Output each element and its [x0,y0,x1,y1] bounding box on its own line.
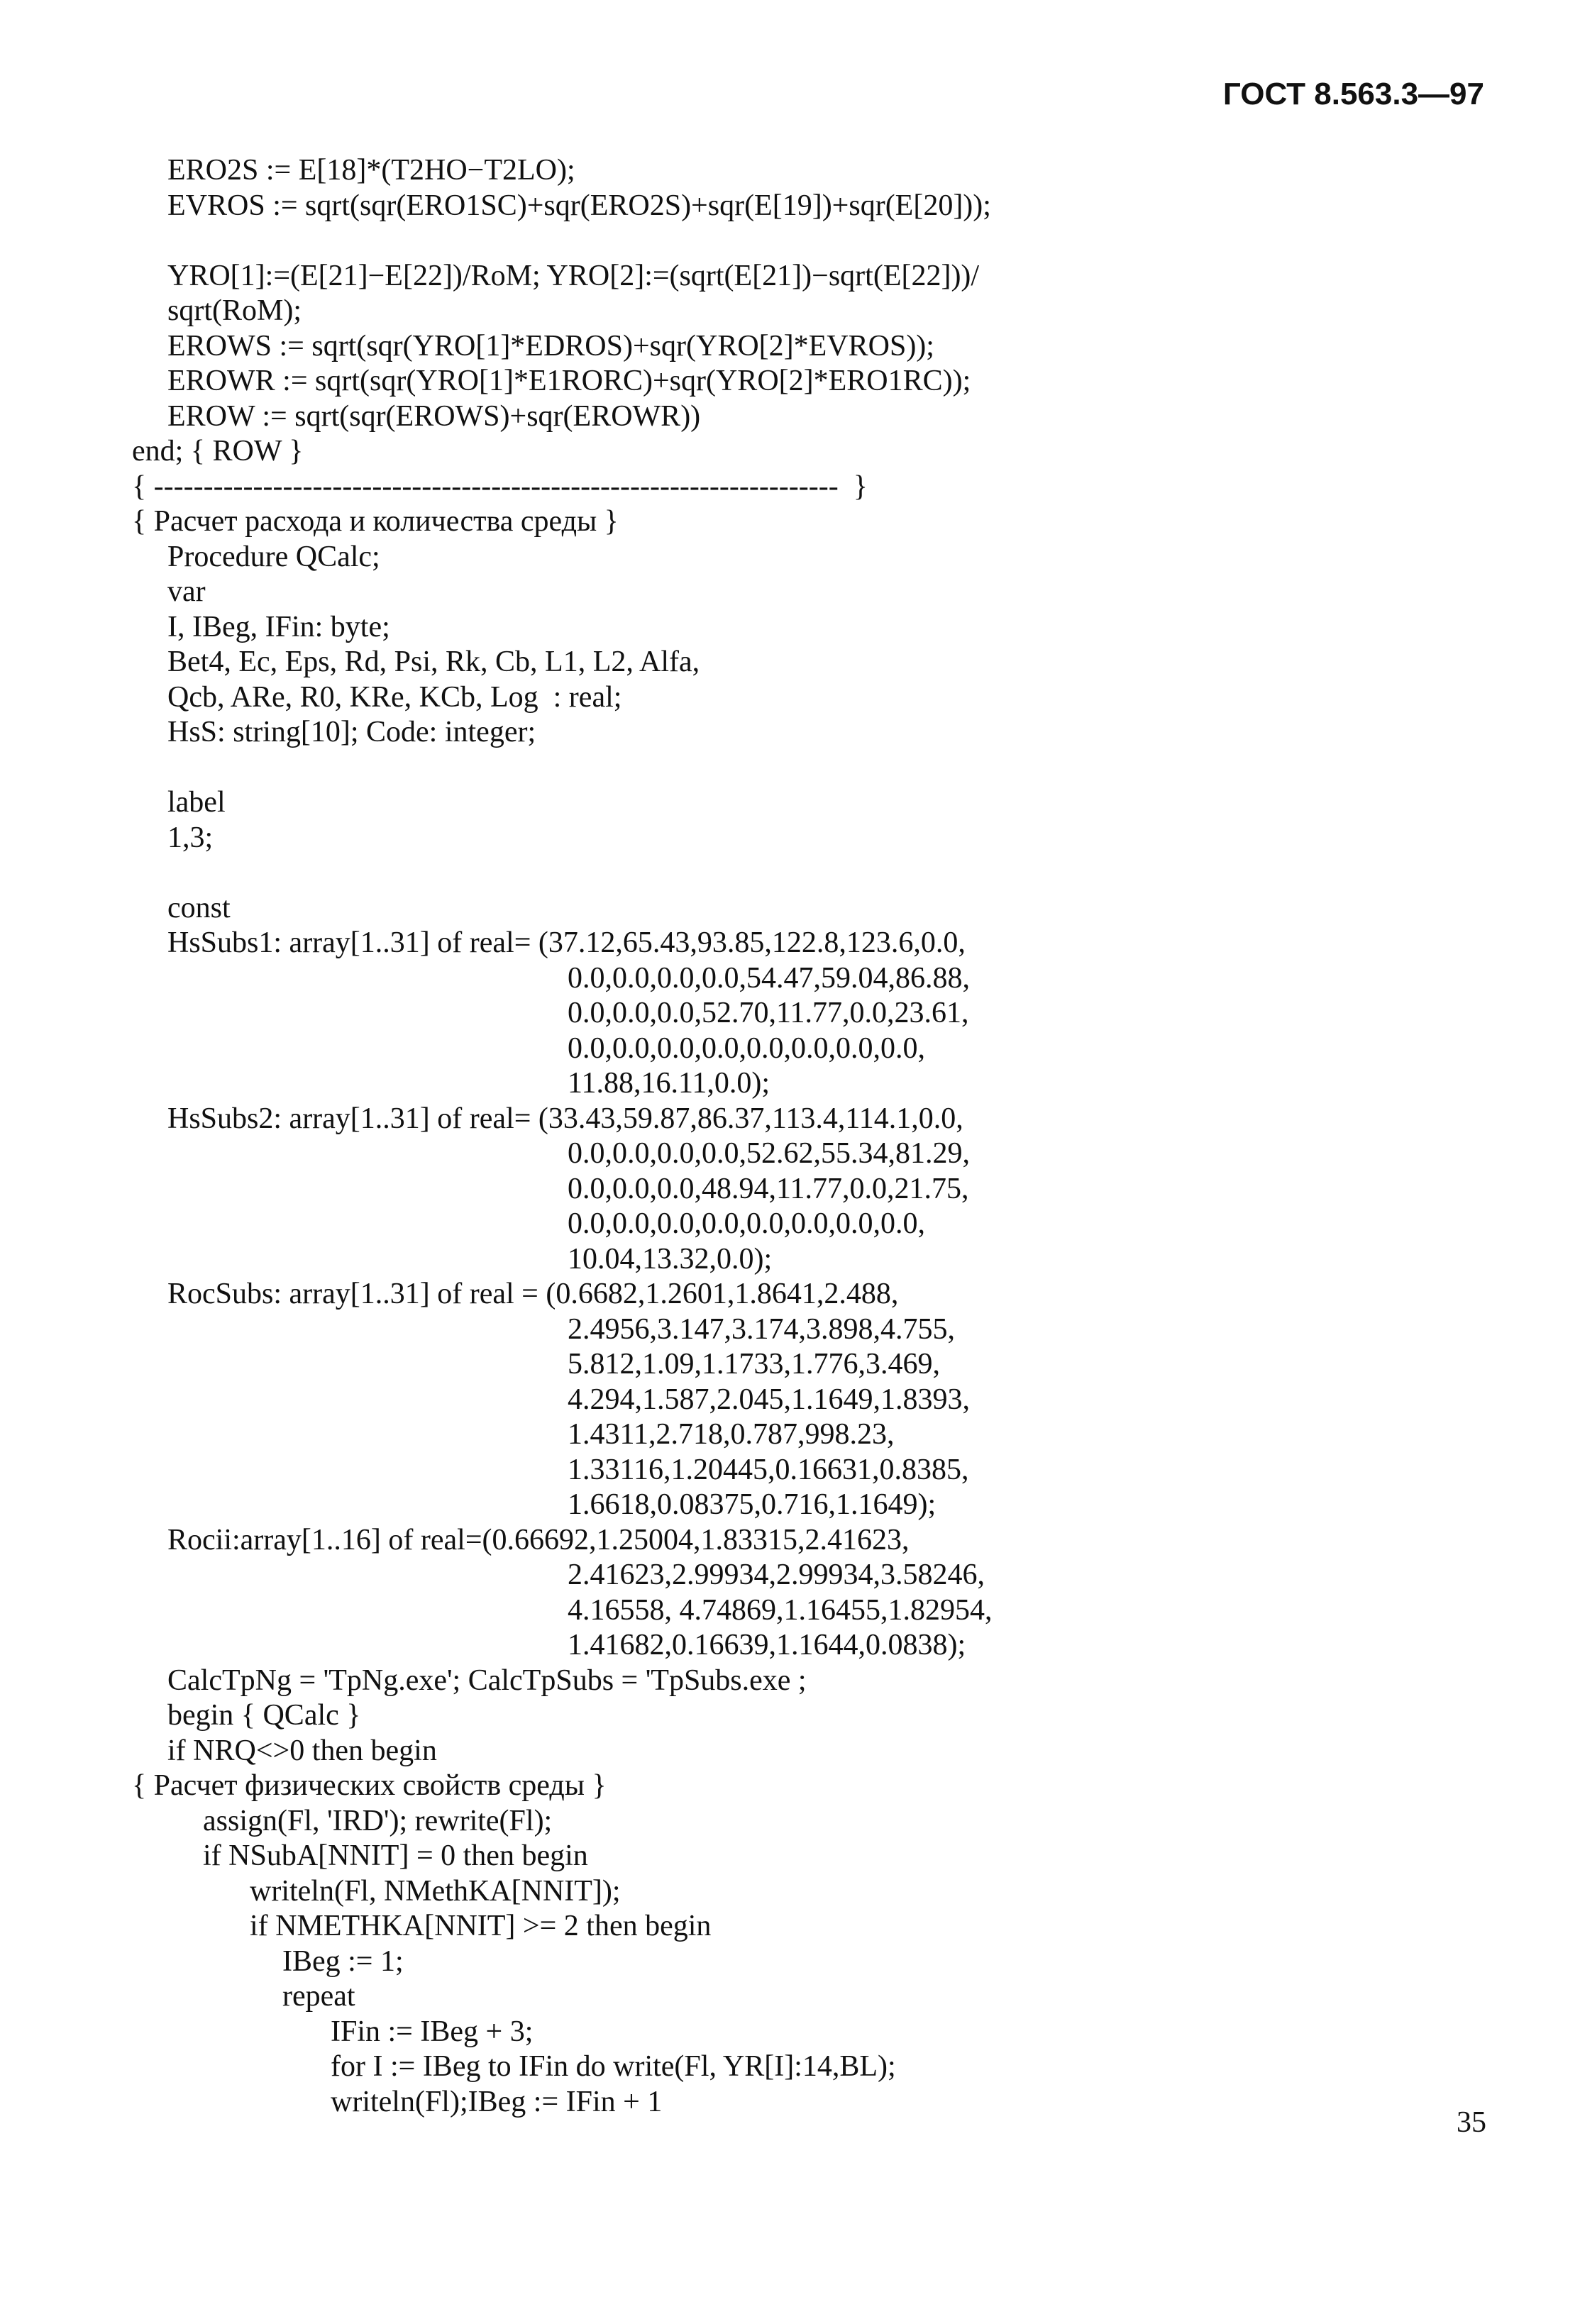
code-line: 1.41682,0.16639,1.1644,0.0838); [568,1629,966,1661]
code-line: if NRQ<>0 then begin [167,1734,437,1767]
code-line: 5.812,1.09,1.1733,1.776,3.469, [568,1348,940,1380]
code-line: 1.6618,0.08375,0.716,1.1649); [568,1488,937,1521]
code-line: IFin := IBeg + 3; [331,2015,534,2048]
code-line: begin { QCalc } [167,1699,361,1732]
code-line: ERO2S := E[18]*(T2HO−T2LO); [167,154,575,187]
code-line: HsSubs2: array[1..31] of real= (33.43,59.87,86.37,113.4,114.1,0.0, [167,1102,963,1135]
code-line: 1,3; [167,821,214,854]
code-line: writeln(Fl, NMethKA[NNIT]); [250,1874,621,1908]
code-line: EROWS := sqrt(sqr(YRO[1]*EDROS)+sqr(YRO[2]*EVROS)); [167,329,934,363]
code-line: 10.04,13.32,0.0); [568,1242,773,1276]
code-line: 0.0,0.0,0.0,0.0,0.0,0.0,0.0,0.0, [568,1031,925,1065]
code-line: 0.0,0.0,0.0,0.0,0.0,0.0,0.0,0.0, [568,1207,925,1240]
code-line: EVROS := sqrt(sqr(ERO1SC)+sqr(ERO2S)+sqr(E[19])+sqr(E[20])); [167,189,991,222]
code-line: I, IBeg, IFin: byte; [167,610,390,643]
code-line: HsS: string[10]; Code: integer; [167,716,536,748]
code-line: 0.0,0.0,0.0,48.94,11.77,0.0,21.75, [568,1172,969,1205]
code-line: 1.4311,2.718,0.787,998.23, [568,1418,895,1451]
code-line: const [167,891,231,924]
code-line: label [167,786,226,819]
code-line: { Расчет физических свойств среды } [132,1769,607,1802]
code-line: IBeg := 1; [282,1944,404,1978]
code-line: 11.88,16.11,0.0); [568,1067,770,1100]
standard-header: ГОСТ 8.563.3—97 [1222,77,1484,111]
code-line: HsSubs1: array[1..31] of real= (37.12,65.43,93.85,122.8,123.6,0.0, [167,926,966,959]
blank-line [0,751,1580,786]
code-line: EROWR := sqrt(sqr(YRO[1]*E1RORC)+sqr(YRO[2]*ERO1RC)); [167,365,971,397]
code-line: end; { ROW } [132,435,304,467]
blank-line [0,856,1580,891]
blank-line [0,223,1580,259]
code-line: { --------------------------------------------------------------------- } [132,470,868,503]
code-line: repeat [282,1980,355,2013]
code-line: sqrt(RoM); [167,294,302,327]
pascal-code-listing [0,153,1580,2120]
code-line: Rocii:array[1..16] of real=(0.66692,1.25004,1.83315,2.41623, [167,1523,910,1556]
code-line: Bet4, Ec, Eps, Rd, Psi, Rk, Cb, L1, L2, Alfa, [167,646,700,678]
code-line: 4.16558, 4.74869,1.16455,1.82954, [568,1593,993,1627]
code-line: 0.0,0.0,0.0,52.70,11.77,0.0,23.61, [568,997,969,1029]
code-line: var [167,575,206,608]
page-number: 35 [1457,2106,1486,2139]
code-line: if NMETHKA[NNIT] >= 2 then begin [250,1910,712,1942]
code-line: EROW := sqrt(sqr(EROWS)+sqr(EROWR)) [167,399,701,433]
code-line: 4.294,1.587,2.045,1.1649,1.8393, [568,1383,970,1416]
code-line: Qcb, ARe, R0, KRe, KCb, Log : real; [167,680,622,714]
code-line: 1.33116,1.20445,0.16631,0.8385, [568,1453,969,1486]
code-line: Procedure QCalc; [167,540,380,573]
code-line: for I := IBeg to IFin do write(Fl, YR[I]:14,BL); [331,2050,896,2083]
code-line: 0.0,0.0,0.0,0.0,54.47,59.04,86.88, [568,961,970,995]
code-line: RocSubs: array[1..31] of real = (0.6682,1.2601,1.8641,2.488, [167,1278,899,1310]
code-line: 2.41623,2.99934,2.99934,3.58246, [568,1559,985,1591]
code-line: { Расчет расхода и количества среды } [132,505,619,538]
code-line: writeln(Fl);IBeg := IFin + 1 [331,2085,663,2118]
code-line: if NSubA[NNIT] = 0 then begin [203,1839,588,1872]
code-line: assign(Fl, 'IRD'); rewrite(Fl); [203,1804,553,1837]
code-line: YRO[1]:=(E[21]−E[22])/RoM; YRO[2]:=(sqrt(E[21])−sqrt(E[22]))/ [167,259,980,292]
code-line: 0.0,0.0,0.0,0.0,52.62,55.34,81.29, [568,1137,970,1170]
code-line: CalcTpNg = 'TpNg.exe'; CalcTpSubs = 'TpSubs.exe ; [167,1664,807,1697]
code-line: 2.4956,3.147,3.174,3.898,4.755, [568,1312,955,1346]
